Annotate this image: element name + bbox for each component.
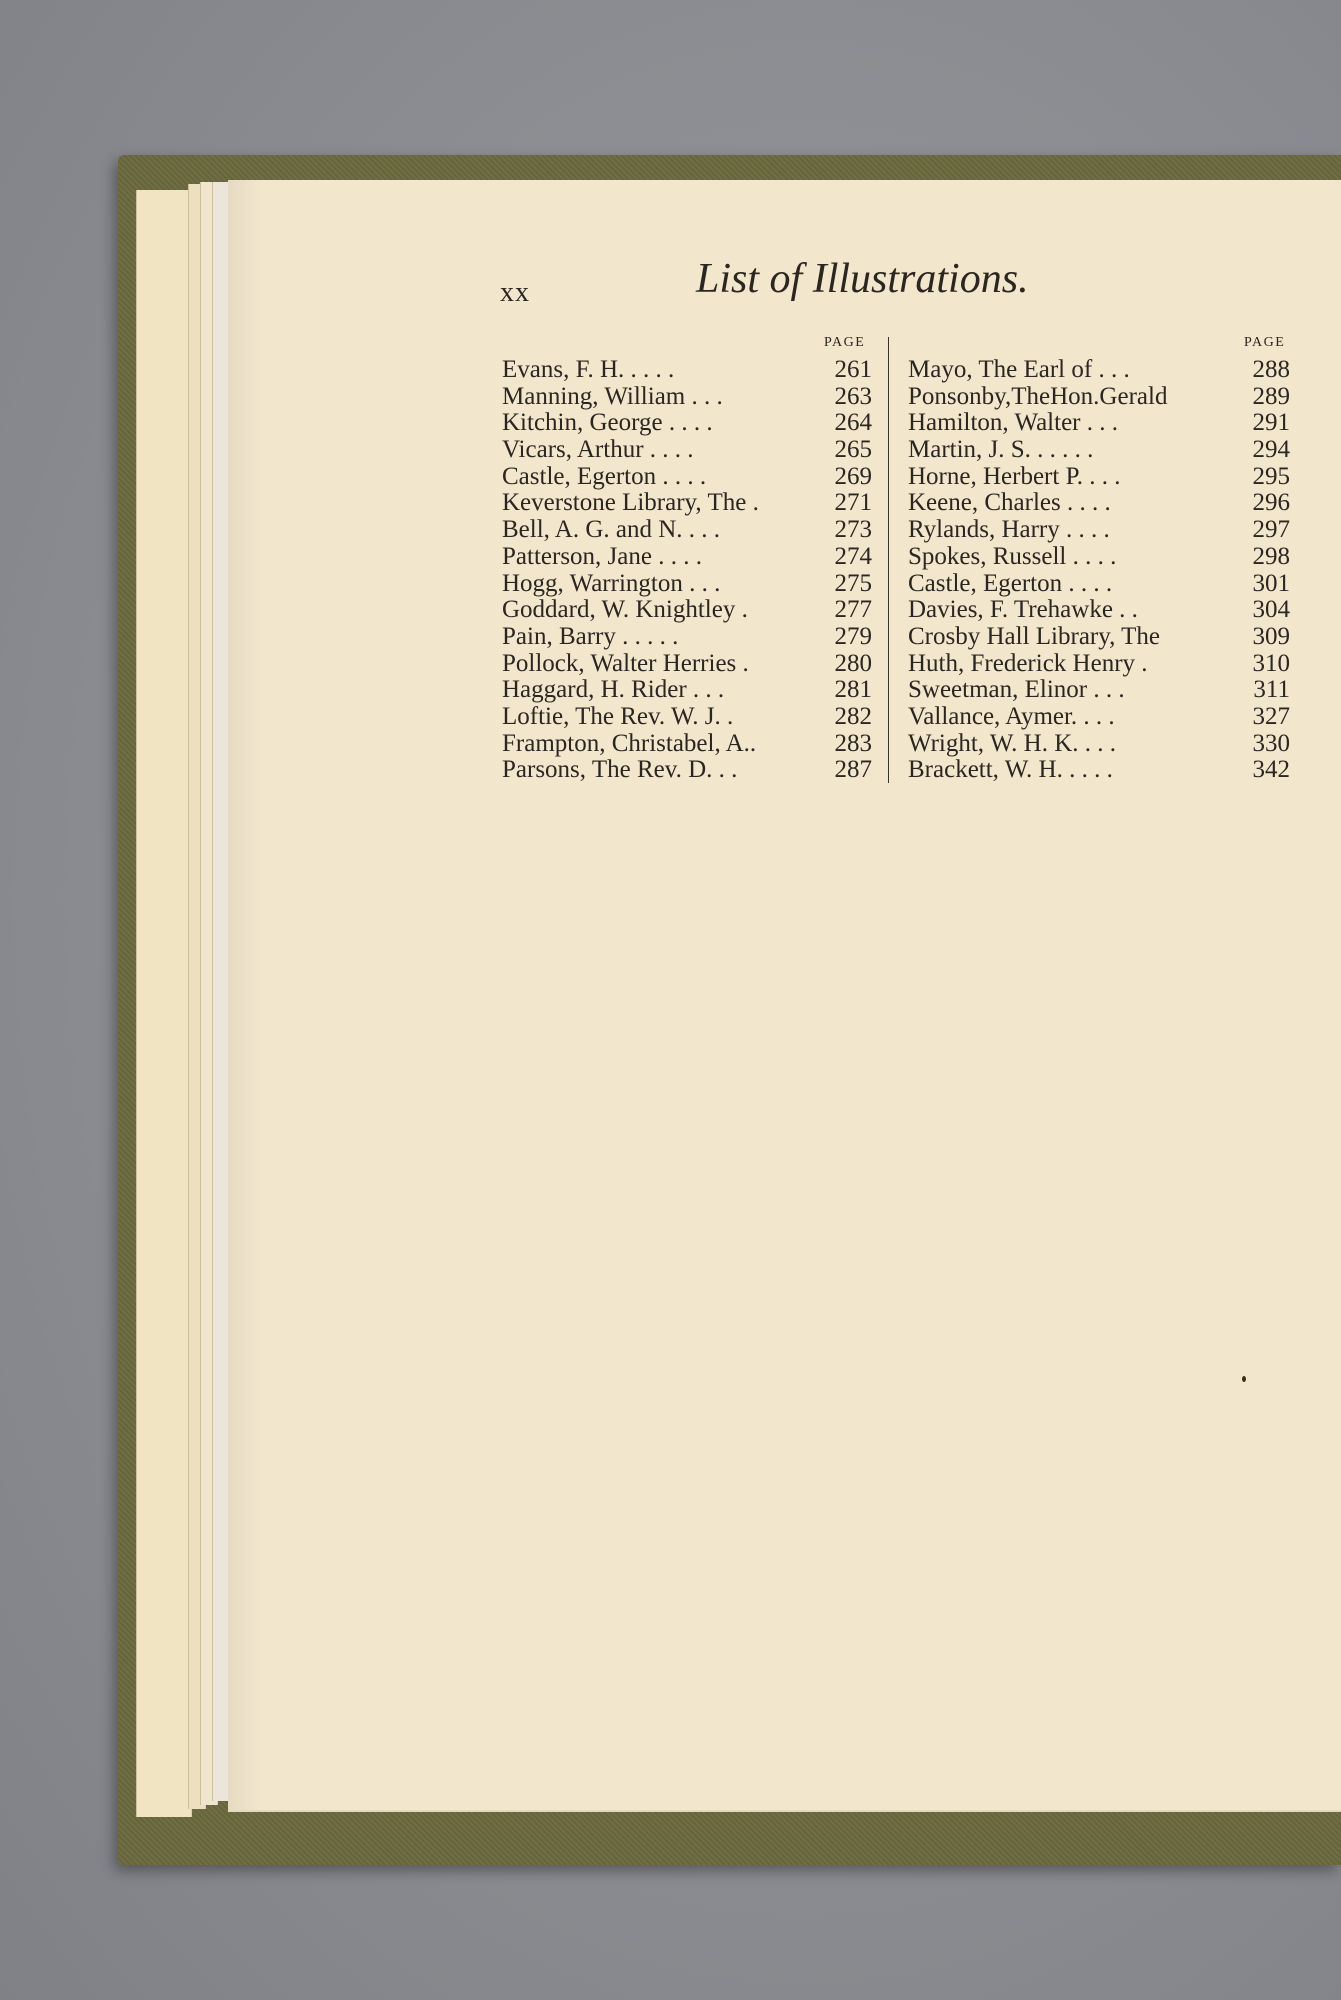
entry-name: Kitchin, George . . . . (502, 409, 713, 437)
entry-name: Parsons, The Rev. D. . . (502, 756, 738, 784)
index-entry (502, 437, 902, 464)
entry-page-number: 294 (1252, 436, 1290, 464)
entry-page-number: 289 (1252, 382, 1290, 410)
entry-name: Vallance, Aymer. . . . (908, 702, 1115, 730)
entry-name: Davies, F. Trehawke . . (908, 596, 1138, 624)
entry-name: Haggard, H. Rider . . . (502, 676, 725, 704)
index-entry (908, 651, 1302, 678)
index-entry (908, 704, 1302, 731)
index-entry (502, 731, 902, 758)
index-entry (908, 731, 1302, 758)
entry-page-number: 264 (834, 409, 872, 437)
entry-name: Castle, Egerton . . . . (502, 462, 707, 490)
page-column-header: PAGE (1244, 335, 1286, 350)
entry-page-number: 283 (834, 729, 872, 757)
entry-name: Goddard, W. Knightley . (502, 596, 748, 624)
entry-page-number: 271 (834, 489, 872, 517)
index-entry (908, 544, 1302, 571)
index-entry (908, 464, 1302, 491)
entry-name: Ponsonby,TheHon.Gerald (908, 382, 1168, 410)
entry-name: Manning, William . . . (502, 382, 723, 410)
paper-speck (1242, 1376, 1246, 1382)
entry-page-number: 327 (1252, 702, 1290, 730)
entry-name: Martin, J. S. . . . . . (908, 436, 1094, 464)
entry-name: Hamilton, Walter . . . (908, 409, 1118, 437)
index-entry (908, 517, 1302, 544)
entry-page-number: 304 (1252, 596, 1290, 624)
entry-page-number: 279 (834, 622, 872, 650)
page-number: xx (500, 277, 530, 308)
entry-page-number: 309 (1252, 622, 1290, 650)
entry-name: Vicars, Arthur . . . . (502, 436, 694, 464)
entry-name: Bell, A. G. and N. . . . (502, 516, 721, 544)
entry-page-number: 287 (834, 756, 872, 784)
entry-page-number: 298 (1252, 542, 1290, 570)
entry-name: Huth, Frederick Henry . (908, 649, 1148, 677)
entry-page-number: 275 (834, 569, 872, 597)
entry-name: Castle, Egerton . . . . (908, 569, 1113, 597)
index-entry (908, 597, 1302, 624)
index-entry (908, 490, 1302, 517)
entry-page-number: 273 (834, 516, 872, 544)
entry-page-number: 330 (1252, 729, 1290, 757)
index-entry (502, 677, 902, 704)
index-entry (908, 677, 1302, 704)
entry-page-number: 265 (834, 436, 872, 464)
index-entry (502, 597, 902, 624)
running-head (500, 255, 1200, 315)
entry-name: Sweetman, Elinor . . . (908, 676, 1125, 704)
page-column-header: PAGE (824, 335, 866, 350)
entry-name: Keene, Charles . . . . (908, 489, 1111, 517)
entry-page-number: 261 (834, 356, 872, 383)
entry-page-number: 263 (834, 382, 872, 410)
entry-name: Mayo, The Earl of . . . (908, 356, 1130, 383)
illustrations-index (502, 335, 1302, 785)
entry-page-number: 280 (834, 649, 872, 677)
entry-name: Crosby Hall Library, The (908, 622, 1161, 650)
entry-name: Horne, Herbert P. . . . (908, 462, 1121, 490)
entry-page-number: 342 (1252, 756, 1290, 784)
entry-page-number: 281 (834, 676, 872, 704)
index-entry (502, 757, 902, 784)
entry-page-number: 311 (1253, 676, 1290, 704)
entry-page-number: 301 (1252, 569, 1290, 597)
index-entry (908, 757, 1302, 784)
entry-page-number: 295 (1252, 462, 1290, 490)
entry-name: Rylands, Harry . . . . (908, 516, 1110, 544)
entry-name: Keverstone Library, The . (502, 489, 759, 517)
index-entry (502, 517, 902, 544)
index-entry (502, 704, 902, 731)
entry-name: Brackett, W. H. . . . . (908, 756, 1113, 784)
entry-page-number: 274 (834, 542, 872, 570)
entry-name: Frampton, Christabel, A.. (502, 729, 757, 757)
entry-name: Pain, Barry . . . . . (502, 622, 679, 650)
entry-name: Patterson, Jane . . . . (502, 542, 702, 570)
entry-page-number: 277 (834, 596, 872, 624)
entry-list (502, 357, 902, 784)
entry-list (908, 357, 1302, 784)
index-entry (908, 571, 1302, 598)
entry-page-number: 282 (834, 702, 872, 730)
index-entry (908, 384, 1302, 411)
page-leaf (136, 190, 192, 1817)
index-entry (502, 571, 902, 598)
index-entry (502, 357, 902, 384)
index-entry (502, 384, 902, 411)
index-entry (502, 651, 902, 678)
entry-page-number: 310 (1252, 649, 1290, 677)
index-entry (502, 410, 902, 437)
entry-page-number: 296 (1252, 489, 1290, 517)
index-entry (908, 357, 1302, 384)
page-title: List of Illustrations. (696, 256, 1029, 302)
entry-page-number: 288 (1252, 356, 1290, 383)
entry-name: Wright, W. H. K. . . . (908, 729, 1117, 757)
entry-name: Spokes, Russell . . . . (908, 542, 1117, 570)
index-entry (908, 437, 1302, 464)
index-entry (502, 490, 902, 517)
index-entry (502, 464, 902, 491)
entry-name: Pollock, Walter Herries . (502, 649, 749, 677)
entry-name: Evans, F. H. . . . . (502, 356, 675, 383)
entry-page-number: 269 (834, 462, 872, 490)
entry-name: Hogg, Warrington . . . (502, 569, 721, 597)
entry-name: Loftie, The Rev. W. J. . (502, 702, 734, 730)
index-entry (502, 544, 902, 571)
index-entry (502, 624, 902, 651)
index-entry (908, 410, 1302, 437)
entry-page-number: 297 (1252, 516, 1290, 544)
entry-page-number: 291 (1252, 409, 1290, 437)
index-entry (908, 624, 1302, 651)
